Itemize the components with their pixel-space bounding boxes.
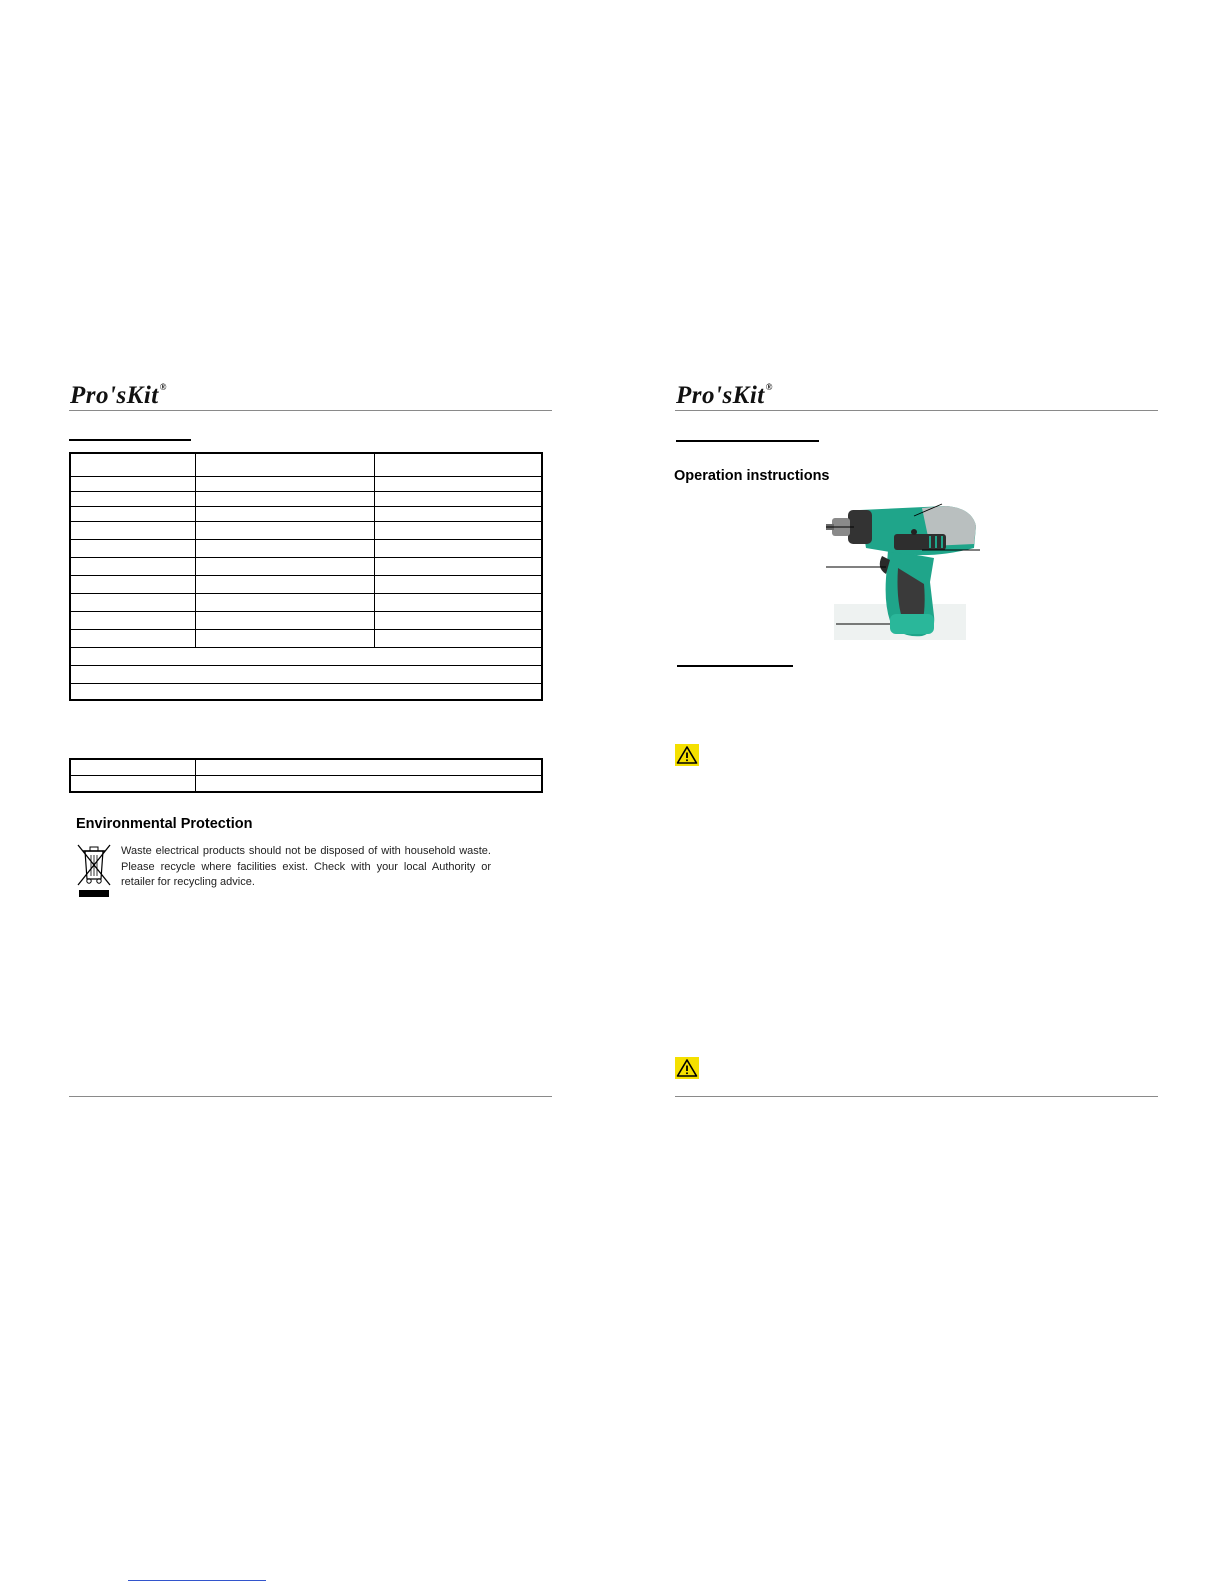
accessories-table (69, 758, 543, 793)
section-underline-right-2 (677, 665, 793, 667)
brand-logo-left: Pro'sKit® (70, 382, 167, 409)
callout-lines (826, 500, 986, 630)
header-rule-left (69, 410, 552, 411)
footer-rule-left (69, 1096, 552, 1097)
warning-triangle-icon (675, 744, 699, 766)
specifications-table (69, 452, 543, 701)
environmental-protection-text: Waste electrical products should not be disposed of with household waste. Please recycle where facilities exist. Check with your local Authority or retailer for recycling advice. (121, 845, 491, 888)
footer-rule-right (675, 1096, 1158, 1097)
brand-logo-right: Pro'sKit® (676, 382, 773, 409)
environmental-protection-title: Environmental Protection (76, 816, 253, 832)
footer-hyperlink-underline[interactable] (128, 1580, 266, 1581)
warning-triangle-icon-2 (675, 1057, 699, 1079)
header-rule-right (675, 410, 1158, 411)
weee-crossed-bin-icon (76, 843, 112, 899)
section-underline-right-1 (676, 440, 819, 442)
operation-instructions-title: Operation instructions (674, 468, 830, 484)
section-underline-left-1 (69, 439, 191, 441)
